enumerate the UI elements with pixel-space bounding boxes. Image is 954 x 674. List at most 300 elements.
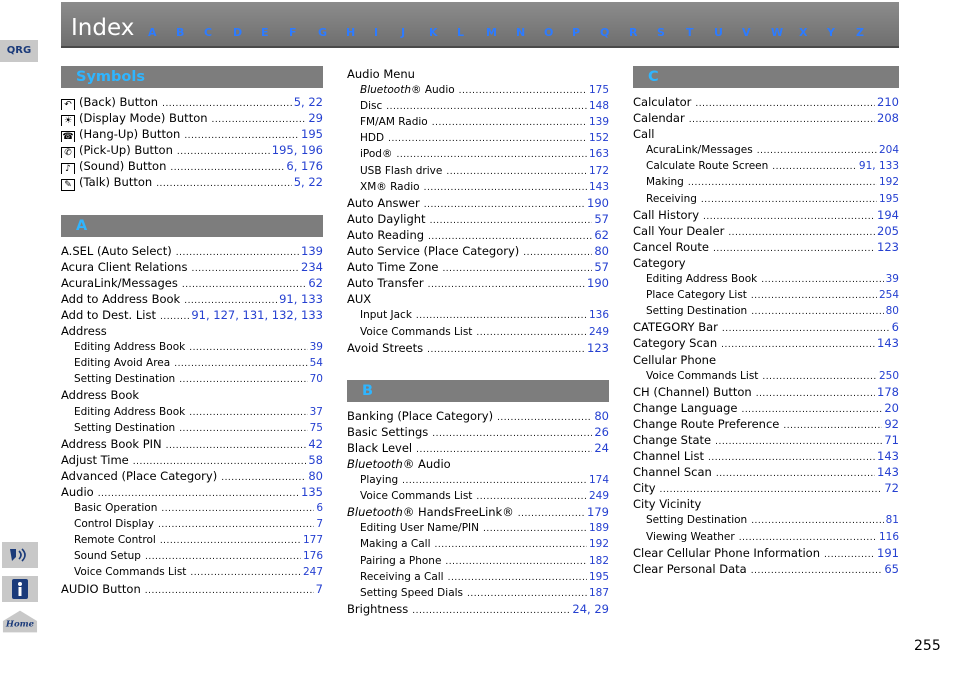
index-entry (633, 496, 899, 512)
letter-link-g[interactable]: G (318, 26, 328, 39)
index-column-3 (633, 66, 899, 577)
page-ref-link[interactable]: 210 (877, 95, 899, 109)
letter-link-j[interactable]: J (401, 26, 406, 39)
index-entry[interactable] (61, 581, 323, 597)
index-entry (633, 126, 899, 142)
page-ref-link[interactable]: 250 (878, 369, 899, 382)
index-entry[interactable] (633, 94, 899, 110)
dot-leader (721, 337, 875, 351)
page-ref-link[interactable]: 20 (884, 400, 899, 415)
info-icon[interactable] (2, 576, 38, 602)
entry-text: Channel List (633, 449, 704, 464)
index-subentry[interactable] (633, 287, 899, 303)
index-entry[interactable] (61, 94, 323, 110)
page-ref-link[interactable]: 72 (884, 481, 899, 496)
index-subentry[interactable] (633, 529, 899, 545)
entry-text: (Sound) Button (79, 159, 167, 174)
entry-text: Control Display (74, 518, 154, 531)
entry-text: Change State (633, 432, 712, 447)
entry-label (61, 323, 107, 339)
entry-text: Viewing Weather (646, 530, 735, 543)
letter-link-c[interactable]: C (204, 26, 213, 39)
index-entry[interactable] (633, 480, 899, 496)
entry-label (633, 416, 779, 432)
dot-leader (739, 530, 877, 545)
entry-label (633, 352, 716, 368)
page-ref-link[interactable]: 5, 22 (293, 95, 323, 109)
index-subentry[interactable] (61, 500, 323, 516)
entry-label (61, 275, 178, 291)
index-entry[interactable] (633, 416, 899, 432)
index-entry (61, 323, 323, 339)
page-ref-link[interactable]: 80 (594, 408, 609, 423)
entry-text: (Talk) Button (79, 175, 153, 190)
letter-link-s[interactable]: S (657, 26, 665, 39)
page-ref-link[interactable]: 81 (885, 514, 899, 527)
entry-label (633, 110, 685, 126)
dot-leader (416, 308, 587, 323)
page-ref-link[interactable]: 91, 127, 131, 132, 133 (191, 307, 323, 322)
page-ref-link[interactable]: 182 (588, 554, 609, 567)
index-entry[interactable] (347, 275, 609, 291)
letter-link-q[interactable]: Q (600, 26, 610, 39)
index-subentry[interactable] (347, 553, 609, 569)
page-ref-link[interactable]: 249 (588, 325, 609, 338)
index-entry[interactable] (633, 239, 899, 255)
dot-leader (688, 175, 877, 190)
index-subentry[interactable] (633, 158, 899, 174)
page-ref-link[interactable]: 123 (877, 239, 899, 254)
entry-text: Receiving a Call (360, 570, 444, 583)
index-entry[interactable] (633, 384, 899, 400)
letter-link-z[interactable]: Z (856, 26, 864, 39)
letter-link-e[interactable]: E (261, 26, 269, 39)
page-ref-link[interactable]: 116 (878, 530, 899, 543)
index-entry[interactable] (61, 291, 323, 307)
page-ref-link[interactable]: 254 (878, 289, 899, 302)
entry-label (61, 452, 129, 468)
page-ref-link[interactable]: 195, 196 (271, 143, 323, 158)
entry-text: CATEGORY Bar (633, 320, 718, 335)
letter-link-x[interactable]: X (799, 26, 808, 39)
entry-label (360, 472, 398, 488)
page-ref-link[interactable]: 91, 133 (858, 160, 899, 173)
entry-text: Advanced (Place Category) (61, 468, 218, 483)
page-ref-link[interactable]: 139 (301, 243, 323, 258)
entry-label (347, 211, 426, 227)
index-entry[interactable] (347, 195, 609, 211)
entry-label (633, 464, 712, 480)
entry-label (633, 545, 820, 561)
index-entry[interactable] (61, 307, 323, 323)
index-subentry[interactable] (347, 585, 609, 601)
index-subentry[interactable] (347, 146, 609, 162)
entry-text: Bluetooth® Audio (360, 84, 455, 97)
page-ref-link[interactable]: 37 (309, 405, 323, 418)
index-entry[interactable] (61, 436, 323, 452)
index-subentry[interactable] (347, 520, 609, 536)
dot-leader (428, 229, 592, 243)
page-ref-link[interactable]: 190 (587, 276, 609, 291)
entry-text: XM® Radio (360, 180, 420, 193)
index-entry[interactable] (633, 432, 899, 448)
page-ref-link[interactable]: 192 (588, 538, 609, 551)
page-ref-link[interactable]: 57 (594, 211, 609, 226)
hang-up-icon: ☎ (62, 132, 74, 143)
page-ref-link[interactable]: 195 (301, 127, 323, 142)
index-subentry[interactable] (61, 404, 323, 420)
dot-leader (221, 470, 306, 484)
letter-link-f[interactable]: F (289, 26, 297, 39)
page-ref-link[interactable]: 195 (588, 570, 609, 583)
page-ref-link[interactable]: 39 (885, 273, 899, 286)
voice-command-icon[interactable] (2, 542, 38, 568)
entry-text: Banking (Place Category) (347, 408, 494, 423)
letter-link-k[interactable]: K (429, 26, 438, 39)
index-subentry[interactable] (61, 548, 323, 564)
entry-label (633, 496, 701, 512)
entry-label (360, 324, 472, 340)
index-subentry[interactable] (61, 516, 323, 532)
letter-link-t[interactable]: T (686, 26, 694, 39)
index-subentry[interactable] (633, 142, 899, 158)
page-ref-link[interactable]: 65 (884, 561, 899, 576)
dot-leader (467, 586, 587, 601)
page-ref-link[interactable]: 179 (587, 505, 609, 520)
entry-label (61, 259, 187, 275)
page-ref-link[interactable]: 205 (877, 223, 899, 238)
index-subentry[interactable] (347, 163, 609, 179)
index-entry[interactable] (347, 601, 609, 617)
page-ref-link[interactable]: 92 (884, 416, 899, 431)
index-subentry[interactable] (61, 532, 323, 548)
entry-text: Editing Address Book (74, 405, 186, 418)
index-subentry[interactable] (633, 368, 899, 384)
entry-text: Acura Client Relations (61, 259, 188, 274)
entry-text: Calculate Route Screen (646, 160, 769, 173)
entry-text: Clear Personal Data (633, 561, 747, 576)
entry-text: Sound Setup (74, 550, 141, 563)
entry-label (74, 564, 186, 580)
page-ref-link[interactable]: 148 (588, 100, 609, 113)
page-ref-link[interactable]: 58 (308, 452, 323, 467)
page-ref-link[interactable]: 5, 22 (293, 175, 323, 190)
index-entry[interactable] (633, 464, 899, 480)
entry-label (347, 601, 408, 617)
qrg-button[interactable]: QRG (0, 40, 38, 62)
page-ref-link[interactable]: 62 (594, 227, 609, 242)
entry-text: Calendar (633, 111, 685, 126)
index-subentry[interactable] (61, 339, 323, 355)
index-entry[interactable] (633, 561, 899, 577)
entry-label (633, 448, 704, 464)
letter-link-b[interactable]: B (176, 26, 185, 39)
entry-label (61, 126, 180, 142)
entry-text: Cancel Route (633, 239, 709, 254)
entry-text: Setting Speed Dials (360, 586, 464, 599)
index-entry[interactable] (61, 259, 323, 275)
index-subentry[interactable] (347, 324, 609, 340)
page-ref-link[interactable]: 80 (308, 468, 323, 483)
page-ref-link[interactable]: 6 (316, 502, 323, 515)
page-ref-link[interactable]: 57 (594, 260, 609, 275)
entry-text: Voice Commands List (646, 369, 759, 382)
entry-label (633, 400, 737, 416)
page-ref-link[interactable]: 189 (588, 522, 609, 535)
page-ref-link[interactable]: 139 (588, 116, 609, 129)
dot-leader (772, 159, 857, 174)
index-entry[interactable] (61, 243, 323, 259)
entry-label (633, 94, 691, 110)
entry-label (61, 436, 162, 452)
page-ref-link[interactable]: 24, 29 (572, 601, 609, 616)
page-ref-link[interactable]: 80 (594, 244, 609, 259)
dot-leader (824, 547, 875, 561)
dot-leader (660, 482, 883, 496)
dot-leader (424, 180, 587, 195)
dot-leader (402, 473, 587, 488)
letter-link-l[interactable]: L (457, 26, 465, 39)
page-ref-link[interactable]: 6, 176 (286, 159, 323, 174)
page-ref-link[interactable]: 24 (594, 440, 609, 455)
index-entry[interactable] (633, 400, 899, 416)
entry-text: (Hang-Up) Button (79, 127, 181, 142)
dot-leader (716, 466, 875, 480)
index-entry[interactable] (347, 227, 609, 243)
dot-leader (757, 143, 877, 158)
entry-text: Pairing a Phone (360, 554, 442, 567)
index-subentry[interactable] (347, 536, 609, 552)
letter-link-u[interactable]: U (714, 26, 723, 39)
index-entry[interactable] (347, 259, 609, 275)
index-subentry[interactable] (61, 420, 323, 436)
index-entry[interactable] (61, 126, 323, 142)
index-entry[interactable] (633, 448, 899, 464)
dot-leader (689, 112, 875, 126)
letter-link-n[interactable]: N (516, 26, 526, 39)
entry-text: Place Category List (646, 289, 747, 302)
page-ref-link[interactable]: 54 (309, 357, 323, 370)
page-ref-link[interactable]: 234 (301, 259, 323, 274)
dot-leader (156, 176, 292, 190)
dot-leader (761, 272, 883, 287)
index-subentry[interactable] (347, 82, 609, 98)
dot-leader (170, 160, 284, 174)
entry-text: Setting Destination (646, 305, 748, 318)
index-entry[interactable] (347, 243, 609, 259)
index-entry[interactable] (61, 275, 323, 291)
page-ref-link[interactable]: 80 (885, 305, 899, 318)
page-ref-link[interactable]: 152 (588, 132, 609, 145)
entry-text: CH (Channel) Button (633, 384, 752, 399)
dot-leader (728, 225, 875, 239)
page-ref-link[interactable]: 143 (877, 465, 899, 480)
index-subentry[interactable] (347, 114, 609, 130)
dot-leader (713, 241, 875, 255)
entry-text: Auto Time Zone (347, 260, 439, 275)
index-subentry[interactable] (633, 174, 899, 190)
entry-label (360, 553, 441, 569)
index-column-2 (347, 66, 609, 617)
page-ref-link[interactable]: 249 (588, 490, 609, 503)
index-entry[interactable] (347, 440, 609, 456)
page-ref-link[interactable]: 91, 133 (279, 291, 323, 306)
index-entry[interactable] (633, 223, 899, 239)
entry-label (347, 424, 428, 440)
index-subentry[interactable] (347, 98, 609, 114)
entry-label (61, 243, 172, 259)
entry-text: Auto Answer (347, 195, 420, 210)
index-entry[interactable] (347, 424, 609, 440)
page-ref-link[interactable]: 192 (878, 176, 899, 189)
entry-label (360, 146, 392, 162)
page-ref-link[interactable]: 190 (587, 195, 609, 210)
page-ref-link[interactable]: 62 (308, 275, 323, 290)
index-entry[interactable] (633, 110, 899, 126)
index-entry[interactable] (61, 142, 323, 158)
entry-label (61, 581, 141, 597)
entry-text: Setting Destination (646, 514, 748, 527)
index-entry[interactable] (61, 484, 323, 500)
entry-label (360, 130, 384, 146)
letter-link-m[interactable]: M (486, 26, 497, 39)
entry-text: Channel Scan (633, 465, 712, 480)
entry-text: Change Language (633, 400, 738, 415)
letter-link-d[interactable]: D (233, 26, 243, 39)
page-ref-link[interactable]: 7 (316, 518, 323, 531)
entry-text: Making (646, 176, 684, 189)
page-ref-link[interactable]: 143 (588, 180, 609, 193)
index-entry[interactable] (347, 211, 609, 227)
entry-text: City (633, 481, 656, 496)
page-ref-link[interactable]: 191 (877, 545, 899, 560)
page-ref-link[interactable]: 143 (877, 449, 899, 464)
home-icon[interactable] (2, 608, 38, 634)
page-ref-link[interactable]: 135 (301, 484, 323, 499)
index-entry[interactable] (347, 340, 609, 356)
index-subentry[interactable] (347, 569, 609, 585)
page-ref-link[interactable]: 75 (309, 421, 323, 434)
dot-leader (523, 245, 592, 259)
entry-text: AcuraLink/Messages (61, 275, 178, 290)
dot-leader (446, 164, 587, 179)
entry-label (347, 259, 438, 275)
index-subentry[interactable] (61, 355, 323, 371)
page-ref-link[interactable]: 163 (588, 148, 609, 161)
entry-label (61, 484, 94, 500)
index-subentry[interactable] (347, 179, 609, 195)
index-subentry[interactable] (61, 371, 323, 387)
page-ref-link[interactable]: 195 (878, 192, 899, 205)
page-ref-link[interactable]: 42 (308, 436, 323, 451)
entry-label (646, 191, 697, 207)
entry-label (360, 114, 428, 130)
index-entry[interactable] (633, 207, 899, 223)
entry-label (74, 516, 154, 532)
page-ref-link[interactable]: 172 (588, 164, 609, 177)
letter-link-h[interactable]: H (346, 26, 356, 39)
letter-link-r[interactable]: R (629, 26, 638, 39)
index-entry[interactable] (347, 408, 609, 424)
dot-leader (459, 83, 587, 98)
page-ref-link[interactable]: 7 (315, 581, 323, 596)
index-subentry[interactable] (633, 271, 899, 287)
page-ref-link[interactable]: 178 (877, 384, 899, 399)
letter-link-p[interactable]: P (572, 26, 581, 39)
dot-leader (160, 309, 189, 323)
entry-label (646, 512, 747, 528)
page-ref-link[interactable]: 175 (588, 84, 609, 97)
entry-label (74, 339, 185, 355)
page-ref-link[interactable]: 39 (309, 341, 323, 354)
index-entry[interactable] (61, 158, 323, 174)
index-entry[interactable] (61, 174, 323, 190)
dot-leader (179, 421, 307, 436)
page-ref-link[interactable]: 204 (878, 144, 899, 157)
page-ref-link[interactable]: 70 (309, 373, 323, 386)
entry-label (633, 335, 717, 351)
page-ref-link[interactable]: 177 (302, 534, 323, 547)
index-subentry[interactable] (633, 191, 899, 207)
index-entry[interactable] (633, 319, 899, 335)
index-subentry[interactable] (347, 488, 609, 504)
index-entry (347, 66, 609, 82)
page-ref-link[interactable]: 247 (302, 566, 323, 579)
index-entry[interactable] (633, 545, 899, 561)
page-ref-link[interactable]: 187 (588, 586, 609, 599)
page-ref-link[interactable]: 194 (877, 207, 899, 222)
page-ref-link[interactable]: 176 (302, 550, 323, 563)
letter-link-o[interactable]: O (544, 26, 554, 39)
index-subentry[interactable] (347, 472, 609, 488)
section-heading (61, 66, 323, 88)
entry-label (347, 456, 451, 472)
letter-link-w[interactable]: W (771, 26, 784, 39)
letter-link-i[interactable]: I (374, 26, 379, 39)
index-entry[interactable] (61, 110, 323, 126)
dot-leader (145, 549, 301, 564)
entry-text: iPod® (360, 148, 393, 161)
entry-label (61, 158, 166, 174)
index-entry[interactable] (633, 335, 899, 351)
dot-leader (483, 521, 587, 536)
entry-text: Category (633, 255, 686, 270)
index-subentry[interactable] (633, 303, 899, 319)
index-entry (347, 291, 609, 307)
entry-label (633, 239, 709, 255)
index-subentry[interactable] (61, 564, 323, 580)
page-ref-link[interactable]: 123 (587, 340, 609, 355)
letter-link-y[interactable]: Y (827, 26, 835, 39)
index-entry[interactable] (347, 504, 609, 520)
page-ref-link[interactable]: 208 (877, 111, 899, 126)
letter-link-a[interactable]: A (148, 26, 157, 39)
page-ref-link[interactable]: 6 (891, 320, 899, 335)
index-subentry[interactable] (633, 512, 899, 528)
index-subentry[interactable] (347, 307, 609, 323)
page-ref-link[interactable]: 174 (588, 474, 609, 487)
index-entry[interactable] (61, 452, 323, 468)
entry-label (360, 488, 472, 504)
page-ref-link[interactable]: 143 (877, 336, 899, 351)
page-ref-link[interactable]: 136 (588, 309, 609, 322)
letter-link-v[interactable]: V (742, 26, 751, 39)
index-subentry[interactable] (347, 130, 609, 146)
page-ref-link[interactable]: 26 (594, 424, 609, 439)
index-entry[interactable] (61, 468, 323, 484)
page-ref-link[interactable]: 71 (884, 432, 899, 447)
page-ref-link[interactable]: 29 (308, 111, 323, 126)
